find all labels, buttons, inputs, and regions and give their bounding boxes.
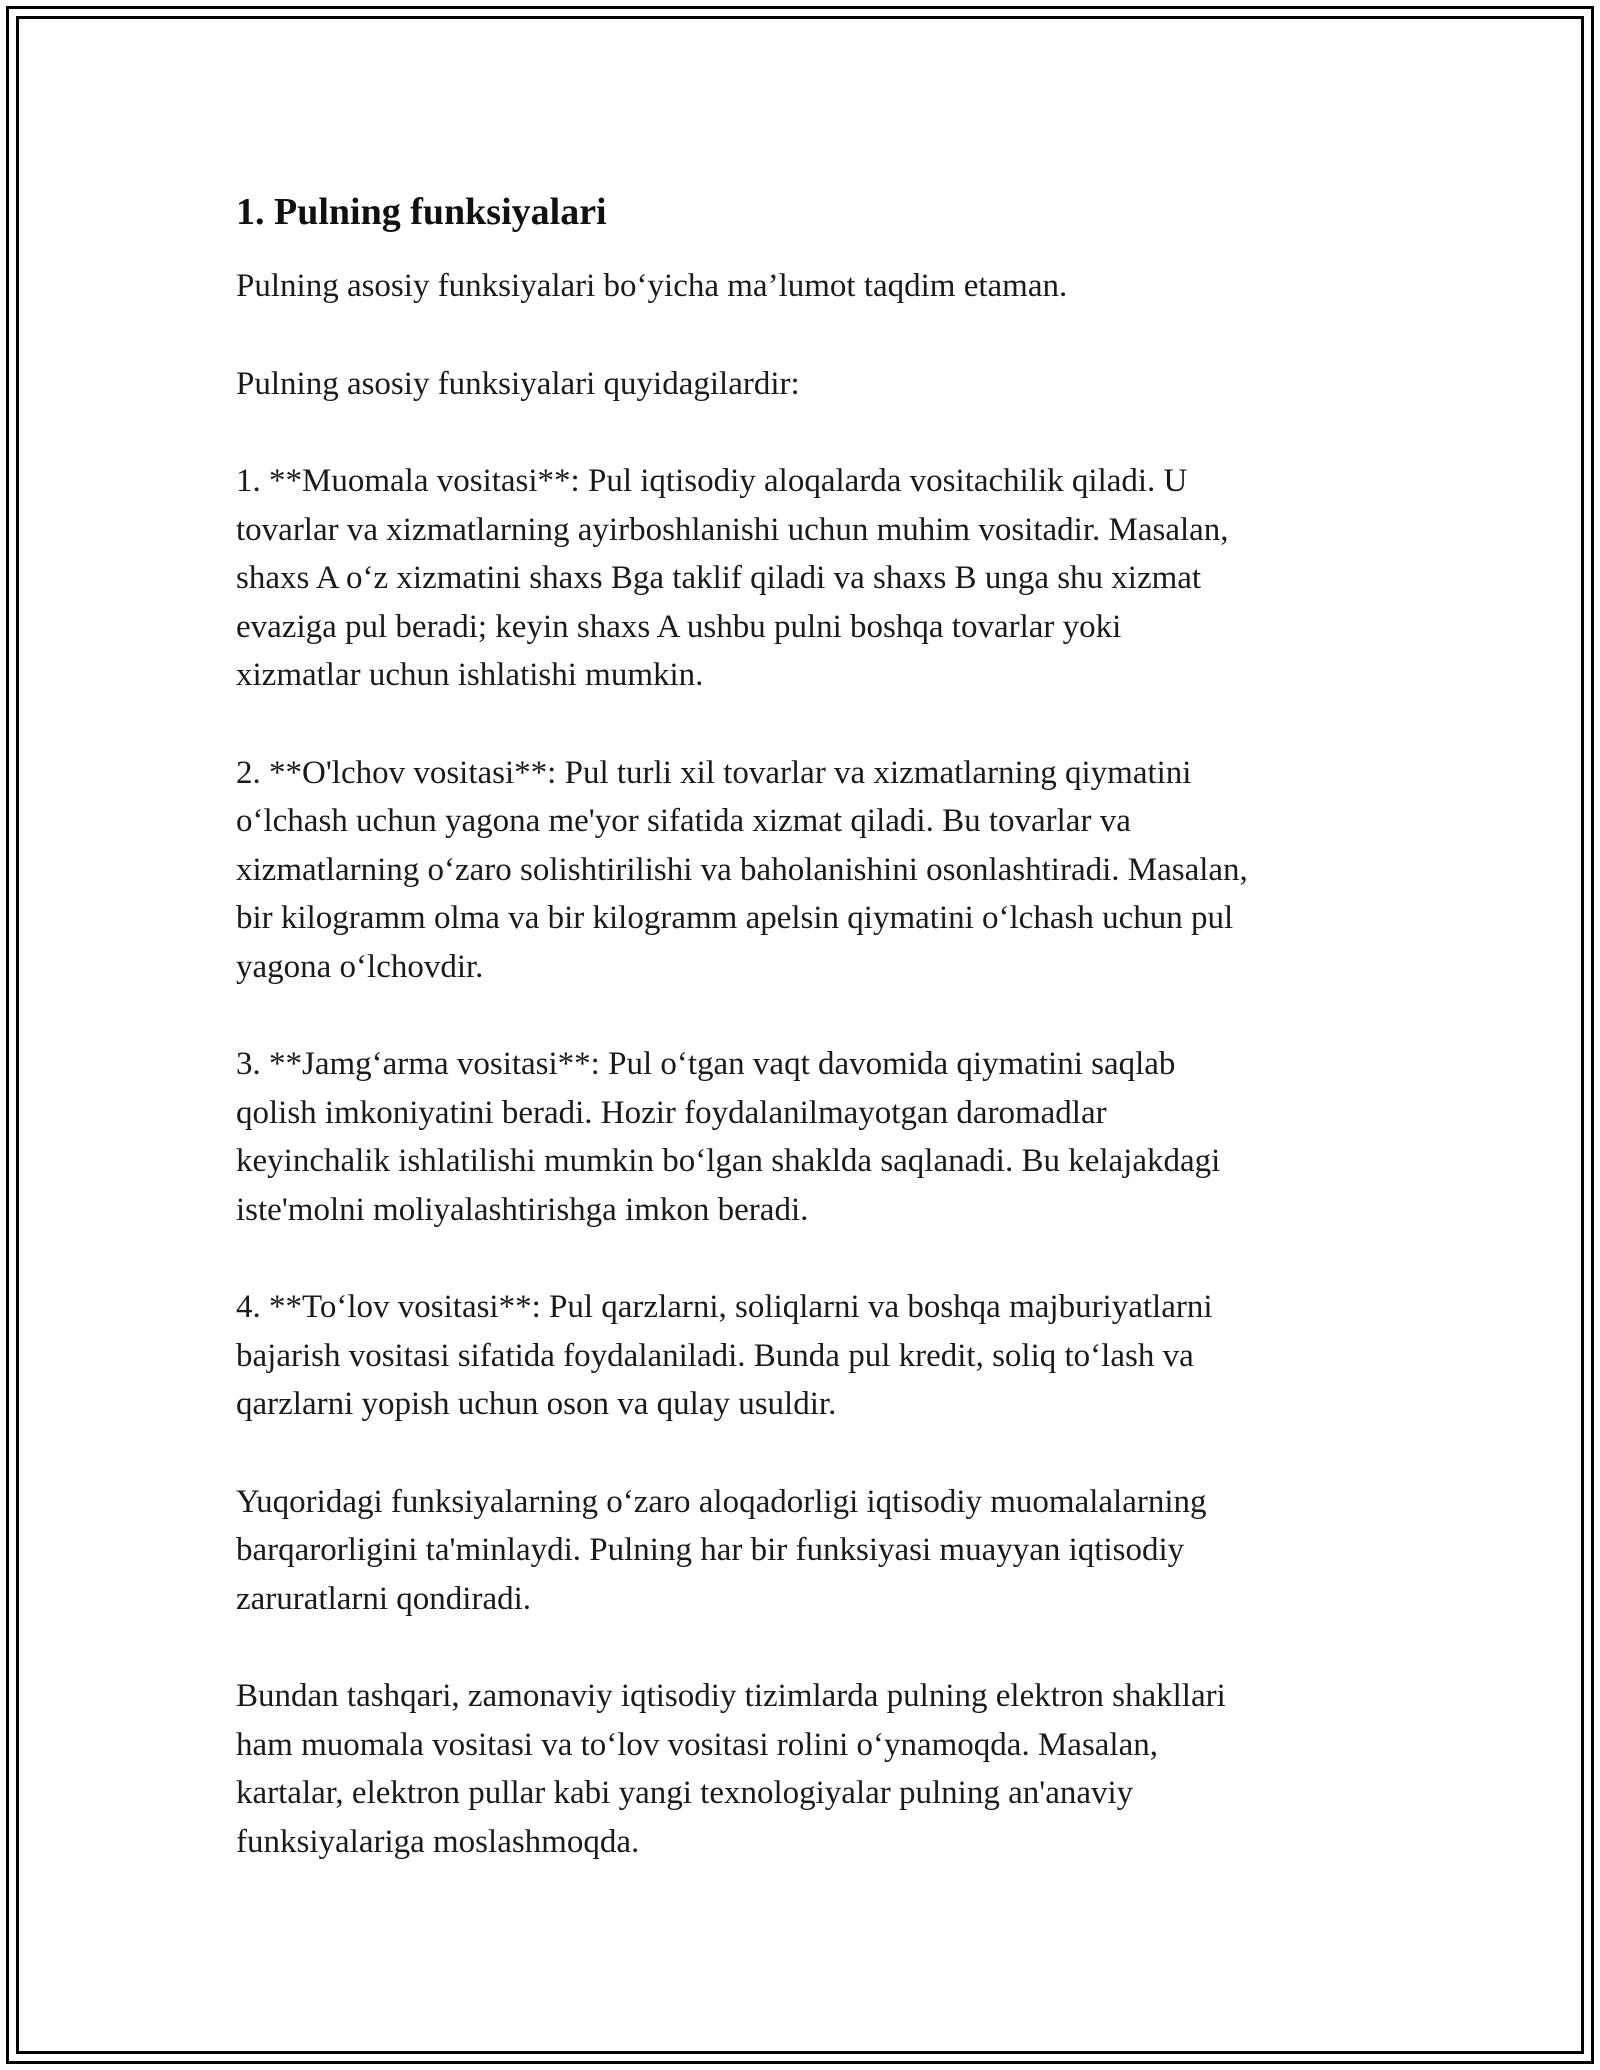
paragraph-line: shaxs A o‘z xizmatini shaxs Bga taklif qiladi va shaxs B unga shu xizmat [236,560,1202,596]
paragraph-line: 3. **Jamg‘arma vositasi**: Pul o‘tgan vaqt davomida qiymatini saqlab [236,1046,1176,1082]
paragraph-line: bir kilogramm olma va bir kilogramm apelsin qiymatini o‘lchash uchun pul [236,900,1234,936]
paragraph-line: xizmatlarning o‘zaro solishtirilishi va baholanishini osonlashtiradi. Masalan, [236,851,1248,888]
paragraph-line: qolish imkoniyatini beradi. Hozir foydalanilmayotgan daromadlar [236,1094,1107,1131]
paragraph [236,1672,1376,1866]
paragraph-line: funksiyalariga moslashmoqda. [236,1823,640,1860]
paragraph-line: iste'molni moliyalashtirishga imkon beradi. [236,1191,809,1228]
paragraph [236,1040,1376,1234]
paragraph-line: Bundan tashqari, zamonaviy iqtisodiy tizimlarda pulning elektron shakllari [236,1678,1226,1714]
paragraph-line: Pulning asosiy funksiyalari bo‘yicha ma’lumot taqdim etaman. [236,268,1068,304]
paragraph-line: zaruratlarni qondiradi. [236,1580,532,1617]
paragraph-line: yagona o‘lchovdir. [236,948,484,985]
paragraph-line: o‘lchash uchun yagona me'yor sifatida xizmat qiladi. Bu tovarlar va [236,803,1131,839]
paragraph-line: keyinchalik ishlatilishi mumkin bo‘lgan shaklda saqlanadi. Bu kelajakdagi [236,1143,1221,1179]
document-body [236,188,1376,1915]
paragraph-line: 4. **To‘lov vositasi**: Pul qarzlarni, soliqlarni va boshqa majburiyatlarni [236,1289,1213,1325]
paragraph [236,1478,1376,1624]
paragraph-line: bajarish vositasi sifatida foydalaniladi. Bunda pul kredit, soliq to‘lash va [236,1337,1194,1374]
paragraph-line: ham muomala vositasi va to‘lov vositasi rolini o‘ynamoqda. Masalan, [236,1726,1159,1763]
document-title: 1. Pulning funksiyalari [236,191,607,233]
paragraph [236,360,1376,409]
paragraph-line: barqarorligini ta'minlaydi. Pulning har bir funksiyasi muayyan iqtisodiy [236,1532,1185,1568]
paragraph-line: kartalar, elektron pullar kabi yangi texnologiyalar pulning an'anaviy [236,1775,1134,1811]
paragraph [236,457,1376,700]
paragraph-line: 1. **Muomala vositasi**: Pul iqtisodiy aloqalarda vositachilik qiladi. U [236,463,1188,499]
paragraph-line: evaziga pul beradi; keyin shaxs A ushbu pulni boshqa tovarlar yoki [236,608,1122,645]
paragraph [236,749,1376,992]
paragraph [236,262,1376,311]
paragraph-line: tovarlar va xizmatlarning ayirboshlanishi uchun muhim vositadir. Masalan, [236,511,1229,548]
paragraph-line: Pulning asosiy funksiyalari quyidagilardir: [236,365,800,402]
paragraph-line: Yuqoridagi funksiyalarning o‘zaro aloqadorligi iqtisodiy muomalalarning [236,1483,1207,1520]
paragraph-line: 2. **O'lchov vositasi**: Pul turli xil tovarlar va xizmatlarning qiymatini [236,754,1192,791]
paragraph-list [236,262,1376,1866]
paragraph-line: qarzlarni yopish uchun oson va qulay usuldir. [236,1386,837,1422]
paragraph-line: xizmatlar uchun ishlatishi mumkin. [236,657,704,693]
paragraph [236,1283,1376,1429]
